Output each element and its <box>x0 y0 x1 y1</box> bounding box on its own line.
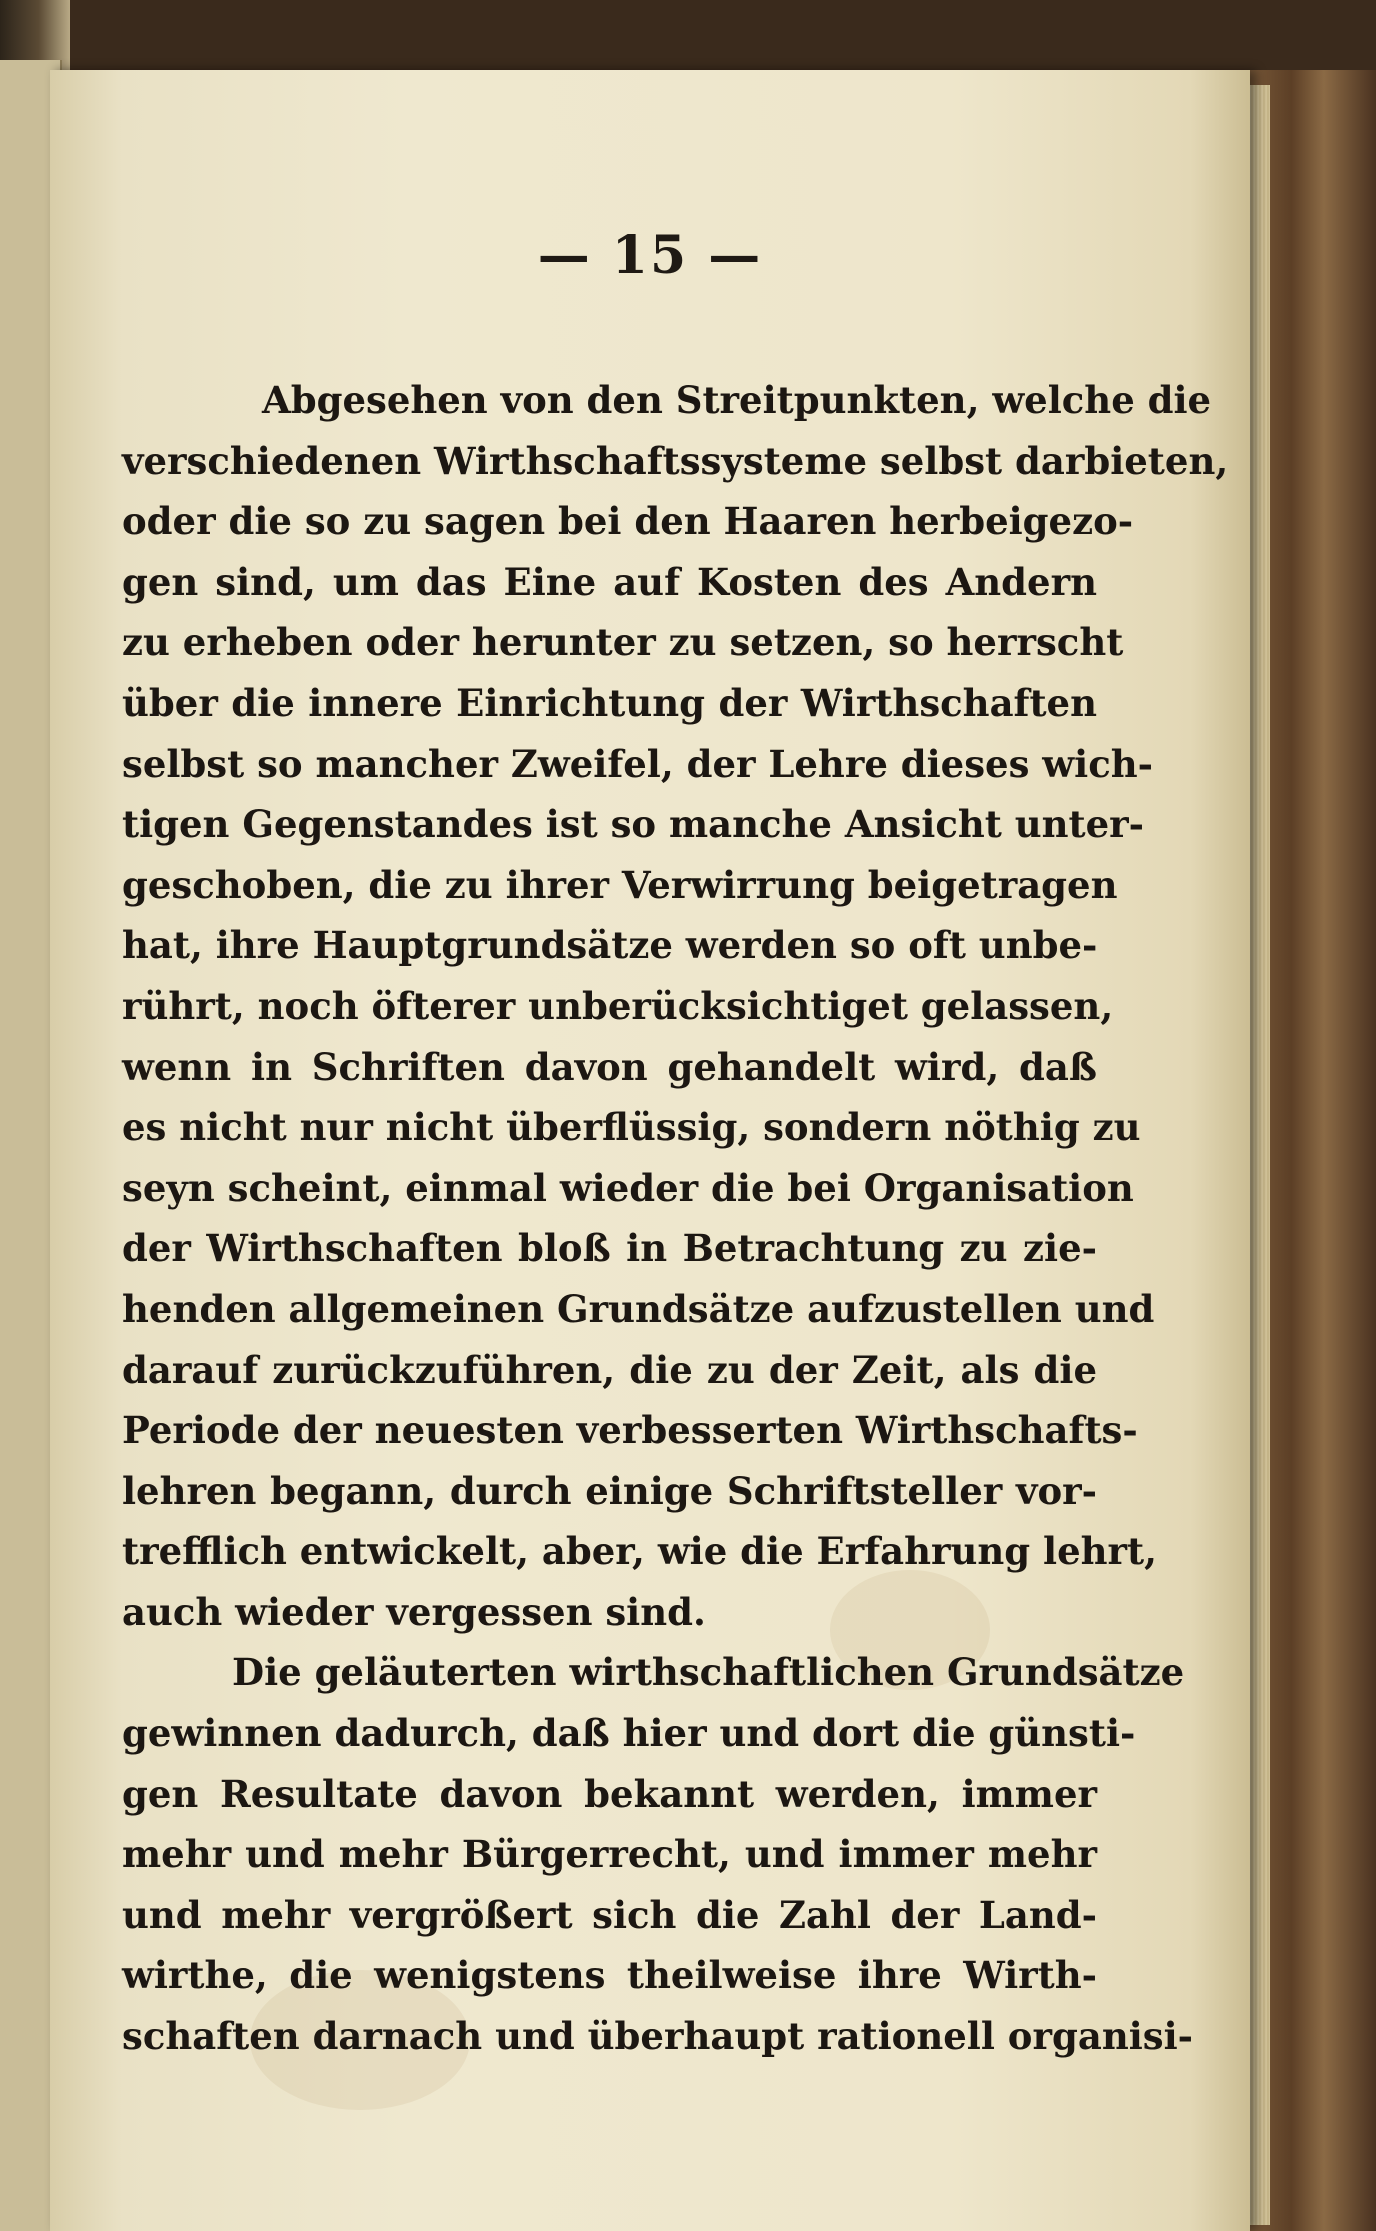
text-line: verschiedenen Wirthschaftssysteme selbst darbieten, <box>122 438 1229 483</box>
text-line: geschoben, die zu ihrer Verwirrung beigetragen <box>122 862 1118 907</box>
text-line: Periode der neuesten verbesserten Wirthschafts- <box>122 1408 1138 1453</box>
text-line: darauf zurückzuführen, die zu der Zeit, als die <box>122 1347 1097 1392</box>
page-stack-edge <box>1250 85 1270 2225</box>
body-text <box>122 370 1229 2067</box>
text-line: oder die so zu sagen bei den Haaren herbeigezo- <box>122 499 1134 544</box>
text-line: wenn in Schriften davon gehandelt wird, daß <box>122 1044 1097 1089</box>
text-line: über die innere Einrichtung der Wirthschaften <box>122 680 1097 725</box>
text-line: henden allgemeinen Grundsätze aufzustellen und <box>122 1286 1155 1331</box>
text-line: Abgesehen von den Streitpunkten, welche die <box>262 378 1212 422</box>
text-line: seyn scheint, einmal wieder die bei Organisation <box>122 1165 1134 1210</box>
page-number: — 15 — <box>537 225 763 286</box>
text-line: selbst so mancher Zweifel, der Lehre dieses wich- <box>122 741 1153 786</box>
text-line: der Wirthschaften bloß in Betrachtung zu zie- <box>122 1226 1097 1271</box>
text-line: lehren begann, durch einige Schriftsteller vor- <box>122 1468 1097 1513</box>
text-line: gewinnen dadurch, daß hier und dort die günsti- <box>122 1711 1136 1756</box>
text-line: Die geläuterten wirthschaftlichen Grundsätze <box>232 1650 1185 1695</box>
text-line: auch wieder vergessen sind. <box>122 1589 706 1634</box>
text-line: schaften darnach und überhaupt rationell organisi- <box>122 2014 1194 2059</box>
text-line: tigen Gegenstandes ist so manche Ansicht unter- <box>122 802 1145 847</box>
text-line: mehr und mehr Bürgerrecht, und immer mehr <box>122 1832 1097 1877</box>
book-page <box>50 70 1250 2231</box>
text-line: hat, ihre Hauptgrundsätze werden so oft unbe- <box>122 923 1098 968</box>
text-line: wirthe, die wenigstens theilweise ihre Wirth- <box>122 1953 1097 1998</box>
text-line: trefflich entwickelt, aber, wie die Erfahrung lehrt, <box>122 1529 1157 1574</box>
text-line: gen Resultate davon bekannt werden, immer <box>122 1771 1097 1816</box>
text-line: und mehr vergrößert sich die Zahl der Land- <box>122 1892 1097 1937</box>
text-line: es nicht nur nicht überflüssig, sondern nöthig zu <box>122 1105 1141 1150</box>
text-line: rührt, noch öfterer unberücksichtiget gelassen, <box>122 983 1114 1028</box>
text-line: zu erheben oder herunter zu setzen, so herrscht <box>122 620 1124 665</box>
text-line: gen sind, um das Eine auf Kosten des Andern <box>122 559 1097 604</box>
